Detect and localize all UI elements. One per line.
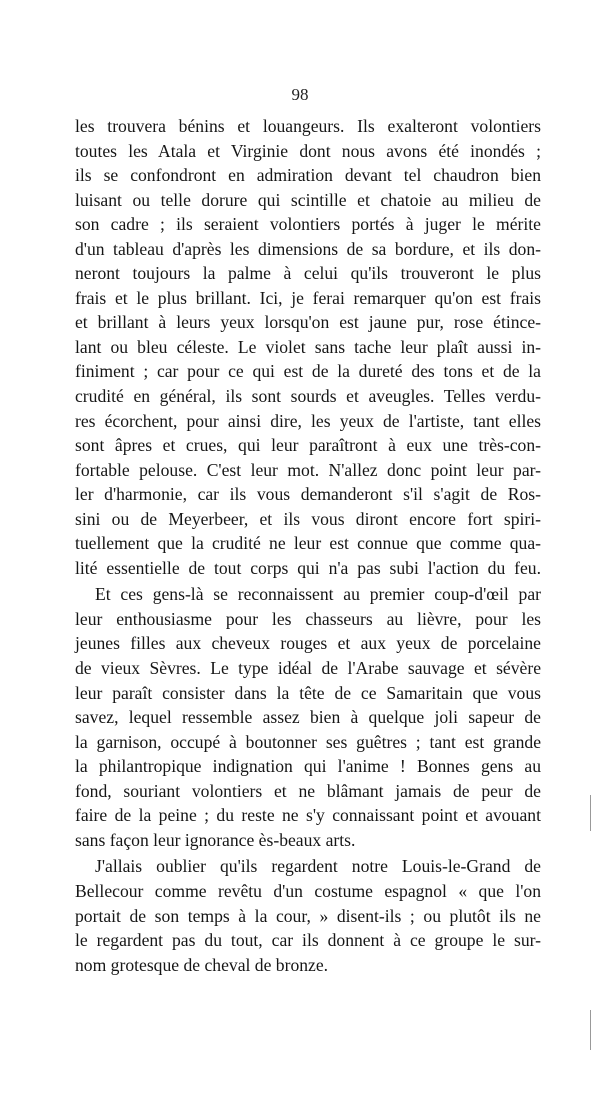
- scan-edge-mark: [590, 795, 591, 831]
- text-line: d'un tableau d'après les dimensions de sa bordure, et ils don-: [75, 238, 541, 259]
- text-line: tuellement que la crudité ne leur est connue que comme qua-: [75, 533, 541, 554]
- text-line: lité essentielle de tout corps qui n'a pas subi l'action du feu.: [75, 557, 541, 578]
- body-text: [75, 114, 541, 977]
- text-line: le regardent pas du tout, car ils donnent à ce groupe le sur-: [75, 930, 541, 951]
- text-line: ils se confondront en admiration devant tel chaudron bien: [75, 165, 541, 186]
- paragraph-3: [75, 854, 541, 977]
- text-line: Bellecour comme revêtu d'un costume espagnol « que l'on: [75, 880, 541, 901]
- text-line: toutes les Atala et Virginie dont nous avons été inondés ;: [75, 140, 541, 161]
- paragraph-1: [75, 114, 541, 580]
- text-line: lant ou bleu céleste. Le violet sans tache leur plaît aussi in-: [75, 336, 541, 357]
- text-line: son cadre ; ils seraient volontiers portés à juger le mérite: [75, 214, 541, 235]
- text-line: Et ces gens-là se reconnaissent au premier coup-d'œil par: [95, 584, 541, 605]
- text-line: portait de son temps à la cour, » disent-ils ; ou plutôt ils ne: [75, 905, 541, 926]
- text-line: ler d'harmonie, car ils vous demanderont s'il s'agit de Ros-: [75, 484, 541, 505]
- text-line: la philantropique indignation qui l'anime ! Bonnes gens au: [75, 756, 541, 777]
- text-line: frais et le plus brillant. Ici, je ferai remarquer qu'on est frais: [75, 287, 541, 308]
- text-line: leur enthousiasme pour les chasseurs au lièvre, pour les: [75, 608, 541, 629]
- text-line: luisant ou telle dorure qui scintille et chatoie au milieu de: [75, 189, 541, 210]
- text-line: les trouvera bénins et louangeurs. Ils exalteront volontiers: [75, 116, 541, 136]
- text-line: fond, souriant volontiers et ne blâmant jamais de peur de: [75, 780, 541, 801]
- text-line: nom grotesque de cheval de bronze.: [75, 954, 329, 975]
- text-line: savez, lequel ressemble assez bien à quelque joli sapeur de: [75, 707, 541, 728]
- paragraph-2: [75, 582, 541, 852]
- text-line: finiment ; car pour ce qui est de la dureté des tons et de la: [75, 361, 541, 382]
- page-number: 98: [291, 85, 309, 104]
- text-line: et brillant à leurs yeux lorsqu'on est jaune pur, rose étince-: [75, 312, 541, 333]
- text-line: res écorchent, pour ainsi dire, les yeux de l'artiste, tant elles: [75, 410, 541, 431]
- text-line: neront toujours la palme à celui qu'ils trouveront le plus: [75, 263, 541, 284]
- text-line: crudité en général, ils sont sourds et aveugles. Telles verdu-: [75, 386, 541, 407]
- text-line: de vieux Sèvres. Le type idéal de l'Arabe sauvage et sévère: [75, 658, 541, 679]
- text-line: J'allais oublier qu'ils regardent notre Louis-le-Grand de: [95, 856, 541, 877]
- scan-edge-mark: [590, 1010, 591, 1050]
- text-line: sont âpres et crues, qui leur paraîtront à eux une très-con-: [75, 435, 541, 456]
- text-line: fortable pelouse. C'est leur mot. N'allez donc point leur par-: [75, 459, 541, 480]
- text-line: sans façon leur ignorance ès-beaux arts.: [75, 829, 356, 850]
- text-line: faire de la peine ; du reste ne s'y connaissant point et avouant: [75, 805, 541, 826]
- text-line: sini ou de Meyerbeer, et ils vous diront encore fort spiri-: [75, 508, 541, 529]
- text-line: la garnison, occupé à boutonner ses guêtres ; tant est grande: [75, 731, 541, 752]
- text-line: jeunes filles aux cheveux rouges et aux yeux de porcelaine: [75, 633, 541, 654]
- text-line: leur paraît consister dans la tête de ce Samaritain que vous: [75, 682, 541, 703]
